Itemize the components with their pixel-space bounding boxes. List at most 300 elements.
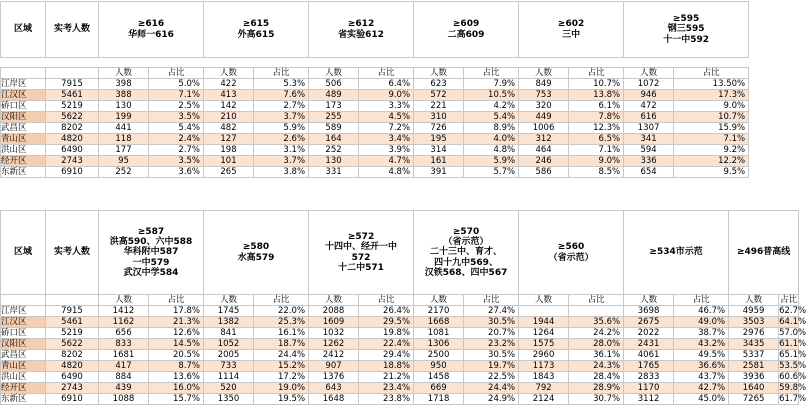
pct-cell: 36.6% — [674, 361, 729, 372]
pct-cell: 4.7% — [359, 156, 414, 167]
count-cell: 173 — [309, 101, 359, 112]
count-cell: 1765 — [624, 361, 674, 372]
count-cell: 792 — [519, 383, 569, 394]
pct-cell: 23.8% — [359, 394, 414, 405]
count-cell: 142 — [204, 101, 254, 112]
count-cell: 198 — [204, 145, 254, 156]
group-header: ≥595 钢三595 十一中592 — [624, 2, 749, 58]
region-header: 区域 — [1, 2, 46, 58]
count-cell: 1412 — [99, 306, 149, 317]
pct-cell: 53.5% — [779, 360, 806, 371]
count-cell: 572 — [414, 90, 464, 101]
count-cell: 1376 — [309, 372, 359, 383]
pct-cell: 24.9% — [464, 394, 519, 405]
pct-cell: 9.2% — [674, 145, 749, 156]
count-cell: 2581 — [729, 361, 779, 372]
pct-cell: 49.5% — [674, 350, 729, 361]
count-cell: 2005 — [204, 350, 254, 361]
table-row — [1, 156, 749, 167]
table-row — [1, 339, 799, 350]
count-cell: 255 — [309, 112, 359, 123]
count-cell: 3936 — [729, 372, 779, 383]
pct-cell: 3.3% — [359, 101, 414, 112]
count-cell: 1575 — [519, 339, 569, 350]
count-cell: 2124 — [519, 394, 569, 405]
count-cell: 413 — [204, 90, 254, 101]
enroll-cell: 4820 — [46, 361, 99, 372]
pct-cell: 12.6% — [149, 328, 204, 339]
count-cell: 2412 — [309, 350, 359, 361]
count-cell: 177 — [99, 145, 149, 156]
pct-cell: 19.7% — [464, 361, 519, 372]
group-header: ≥572 十四中、经开一中 572 十二中571 — [309, 211, 414, 295]
group-header: ≥616 华师一616 — [99, 2, 204, 58]
count-cell: 246 — [519, 156, 569, 167]
pct-cell: 3.1% — [254, 145, 309, 156]
count-cell: 388 — [99, 90, 149, 101]
count-cell: 3503 — [729, 317, 779, 328]
pct-cell: 7.6% — [254, 90, 309, 101]
district-cell: 洪山区 — [1, 372, 46, 383]
pct-cell: 26.4% — [359, 306, 414, 317]
pct-cell: 17.2% — [254, 372, 309, 383]
count-cell: 3698 — [624, 306, 674, 317]
count-cell: 1088 — [99, 394, 149, 405]
count-cell: 1173 — [519, 361, 569, 372]
pct-cell: 30.5% — [464, 317, 519, 328]
pct-cell: 24.4% — [254, 350, 309, 361]
count-cell: 1306 — [414, 339, 464, 350]
pct-cell: 18.7% — [254, 339, 309, 350]
pct-cell: 9.0% — [569, 156, 624, 167]
pct-cell: 4.2% — [464, 101, 519, 112]
count-cell: 252 — [309, 145, 359, 156]
count-cell: 520 — [204, 383, 254, 394]
score-table-2 — [0, 210, 806, 405]
enroll-cell: 5461 — [46, 317, 99, 328]
pct-cell: 7.1% — [674, 134, 749, 145]
group-header: ≥534市示范 — [624, 211, 729, 295]
pct-cell: 62.7% — [779, 305, 806, 316]
table-row — [1, 383, 799, 394]
count-cell: 1264 — [519, 328, 569, 339]
pct-cell: 2.7% — [149, 145, 204, 156]
count-cell: 1382 — [204, 317, 254, 328]
district-cell: 青山区 — [1, 361, 46, 372]
count-cell: 1640 — [729, 383, 779, 394]
count-cell: 654 — [624, 167, 674, 178]
count-cell: 7265 — [729, 394, 779, 405]
enroll-cell: 5461 — [46, 90, 99, 101]
count-cell: 472 — [624, 101, 674, 112]
enroll-cell: 6910 — [46, 394, 99, 405]
count-cell: 726 — [414, 123, 464, 134]
enroll-header: 实考人数 — [46, 211, 99, 295]
pct-cell: 20.5% — [149, 350, 204, 361]
table-row — [1, 167, 749, 178]
pct-cell: 4.8% — [464, 145, 519, 156]
pct-cell: 43.2% — [674, 339, 729, 350]
pct-cell: 7.8% — [569, 112, 624, 123]
count-cell: 314 — [414, 145, 464, 156]
pct-cell: 30.7% — [569, 394, 624, 405]
pct-cell: 6.1% — [569, 101, 624, 112]
district-cell: 江汉区 — [1, 317, 46, 328]
pct-cell: 3.7% — [254, 156, 309, 167]
pct-cell: 19.8% — [359, 328, 414, 339]
count-cell: 669 — [414, 383, 464, 394]
pct-cell: 2.7% — [254, 101, 309, 112]
pct-cell: 24.3% — [569, 361, 624, 372]
district-cell: 青山区 — [1, 134, 46, 145]
table-row — [1, 350, 799, 361]
enroll-cell: 7915 — [46, 79, 99, 90]
count-cell: 841 — [204, 328, 254, 339]
count-cell: 1006 — [519, 123, 569, 134]
enroll-cell: 8202 — [46, 350, 99, 361]
pct-cell: 7.1% — [149, 90, 204, 101]
pct-cell: 19.5% — [254, 394, 309, 405]
table-row — [1, 328, 799, 339]
count-cell: 833 — [99, 339, 149, 350]
count-cell: 2500 — [414, 350, 464, 361]
district-cell: 洪山区 — [1, 145, 46, 156]
table-row — [1, 79, 749, 90]
pct-cell: 13.50% — [674, 79, 749, 90]
count-cell: 1114 — [204, 372, 254, 383]
count-cell: 1350 — [204, 394, 254, 405]
count-cell: 417 — [99, 361, 149, 372]
pct-cell: 18.8% — [359, 361, 414, 372]
count-cell: 130 — [99, 101, 149, 112]
table-row — [1, 123, 749, 134]
count-cell — [519, 306, 569, 317]
count-cell: 449 — [519, 112, 569, 123]
pct-cell: 3.7% — [254, 112, 309, 123]
count-cell: 616 — [624, 112, 674, 123]
count-cell: 656 — [99, 328, 149, 339]
table-row — [1, 394, 799, 405]
table-row — [1, 306, 799, 317]
group-header: ≥496普高线 — [729, 211, 799, 295]
pct-cell: 7.9% — [464, 79, 519, 90]
pct-cell: 4.0% — [464, 134, 519, 145]
district-cell: 汉阳区 — [1, 112, 46, 123]
pct-cell: 16.0% — [149, 383, 204, 394]
count-cell: 2675 — [624, 317, 674, 328]
pct-cell: 16.1% — [254, 328, 309, 339]
count-cell: 1944 — [519, 317, 569, 328]
count-cell: 2431 — [624, 339, 674, 350]
district-cell: 江汉区 — [1, 90, 46, 101]
pct-cell: 3.5% — [149, 112, 204, 123]
enroll-header: 实考人数 — [46, 2, 99, 58]
pct-cell: 23.4% — [359, 383, 414, 394]
pct-cell: 57.0% — [779, 327, 806, 338]
count-cell: 1668 — [414, 317, 464, 328]
pct-cell: 5.3% — [254, 79, 309, 90]
enroll-cell: 8202 — [46, 123, 99, 134]
pct-cell: 3.6% — [149, 167, 204, 178]
count-cell: 265 — [204, 167, 254, 178]
pct-cell: 2.4% — [149, 134, 204, 145]
pct-cell: 15.7% — [149, 394, 204, 405]
pct-cell: 3.8% — [254, 167, 309, 178]
pct-cell: 29.5% — [359, 317, 414, 328]
pct-cell: 43.7% — [674, 372, 729, 383]
count-cell: 195 — [414, 134, 464, 145]
count-cell: 1052 — [204, 339, 254, 350]
pct-cell: 4.8% — [359, 167, 414, 178]
score-table-1 — [0, 1, 749, 178]
count-cell: 341 — [624, 134, 674, 145]
table-row — [1, 134, 749, 145]
count-cell: 1609 — [309, 317, 359, 328]
count-cell: 3112 — [624, 394, 674, 405]
group-header: ≥560 （省示范） — [519, 211, 624, 295]
pct-cell: 12.2% — [674, 156, 749, 167]
pct-cell: 24.2% — [569, 328, 624, 339]
count-cell: 1307 — [624, 123, 674, 134]
group-header: ≥602 三中 — [519, 2, 624, 58]
district-cell: 硚口区 — [1, 101, 46, 112]
count-cell: 422 — [204, 79, 254, 90]
count-cell: 336 — [624, 156, 674, 167]
pct-cell: 2.6% — [254, 134, 309, 145]
pct-cell: 22.5% — [464, 372, 519, 383]
count-cell: 4061 — [624, 350, 674, 361]
pct-cell: 28.4% — [569, 372, 624, 383]
table-row — [1, 101, 749, 112]
region-header: 区域 — [1, 211, 46, 295]
pct-cell: 15.2% — [254, 361, 309, 372]
count-cell: 127 — [204, 134, 254, 145]
pct-cell: 29.4% — [359, 350, 414, 361]
count-cell: 221 — [414, 101, 464, 112]
count-cell: 2976 — [729, 328, 779, 339]
count-cell: 441 — [99, 123, 149, 134]
count-cell: 95 — [99, 156, 149, 167]
pct-cell: 27.4% — [464, 306, 519, 317]
enroll-cell: 5219 — [46, 328, 99, 339]
enroll-cell: 6490 — [46, 372, 99, 383]
pct-cell: 61.1% — [779, 338, 806, 349]
pct-cell: 5.7% — [464, 167, 519, 178]
count-cell: 1262 — [309, 339, 359, 350]
count-cell: 884 — [99, 372, 149, 383]
pct-cell: 22.0% — [254, 306, 309, 317]
count-cell: 506 — [309, 79, 359, 90]
table-row — [1, 90, 749, 101]
enroll-cell: 6490 — [46, 145, 99, 156]
district-cell: 汉阳区 — [1, 339, 46, 350]
pct-cell: 42.7% — [674, 383, 729, 394]
count-cell: 5337 — [729, 350, 779, 361]
pct-cell: 10.7% — [674, 112, 749, 123]
count-cell: 489 — [309, 90, 359, 101]
count-cell: 623 — [414, 79, 464, 90]
pct-cell: 25.3% — [254, 317, 309, 328]
table-row — [1, 317, 799, 328]
pct-cell: 12.3% — [569, 123, 624, 134]
pct-cell: 4.5% — [359, 112, 414, 123]
subheader-row: 人数 占比 人数 占比 人数 占比 人数 占比 人数 占比 人数 占比 — [1, 68, 749, 79]
enroll-cell: 6910 — [46, 167, 99, 178]
subheader-row: 人数 占比 人数 占比 人数 占比 人数 占比 人数 占比 人数 占比 人数 占比 — [1, 295, 799, 306]
pct-cell: 13.8% — [569, 90, 624, 101]
count-cell: 4959 — [729, 306, 779, 317]
table-row — [1, 372, 799, 383]
pct-cell: 36.1% — [569, 350, 624, 361]
count-cell: 118 — [99, 134, 149, 145]
count-cell: 946 — [624, 90, 674, 101]
table-row — [1, 145, 749, 156]
group-header: ≥580 水高579 — [204, 211, 309, 295]
pct-cell: 24.4% — [464, 383, 519, 394]
count-cell: 907 — [309, 361, 359, 372]
pct-cell: 5.4% — [149, 123, 204, 134]
count-cell: 3435 — [729, 339, 779, 350]
enroll-cell: 5622 — [46, 112, 99, 123]
pct-cell: 28.9% — [569, 383, 624, 394]
pct-cell: 7.1% — [569, 145, 624, 156]
enroll-cell: 7915 — [46, 306, 99, 317]
table-row — [1, 112, 749, 123]
count-cell: 320 — [519, 101, 569, 112]
pct-cell: 14.5% — [149, 339, 204, 350]
pct-cell: 49.0% — [674, 317, 729, 328]
count-cell: 331 — [309, 167, 359, 178]
pct-cell: 3.5% — [149, 156, 204, 167]
count-cell: 733 — [204, 361, 254, 372]
pct-cell: 46.7% — [674, 306, 729, 317]
table-row — [1, 361, 799, 372]
pct-cell: 6.5% — [569, 134, 624, 145]
pct-cell: 8.5% — [569, 167, 624, 178]
pct-cell: 64.1% — [779, 316, 806, 327]
count-cell: 1718 — [414, 394, 464, 405]
pct-cell: 61.7% — [779, 393, 806, 404]
count-cell: 164 — [309, 134, 359, 145]
pct-cell: 21.3% — [149, 317, 204, 328]
group-header: ≥609 二高609 — [414, 2, 519, 58]
enroll-cell: 5219 — [46, 101, 99, 112]
pct-cell: 5.9% — [254, 123, 309, 134]
count-cell: 589 — [309, 123, 359, 134]
pct-cell: 19.0% — [254, 383, 309, 394]
pct-cell: 15.9% — [674, 123, 749, 134]
pct-cell: 38.7% — [674, 328, 729, 339]
pct-cell: 59.8% — [779, 382, 806, 393]
count-cell: 594 — [624, 145, 674, 156]
district-cell: 武昌区 — [1, 350, 46, 361]
pct-cell: 28.0% — [569, 339, 624, 350]
pct-cell: 30.5% — [464, 350, 519, 361]
enroll-cell: 5622 — [46, 339, 99, 350]
count-cell: 643 — [309, 383, 359, 394]
enroll-cell: 4820 — [46, 134, 99, 145]
count-cell: 310 — [414, 112, 464, 123]
group-header: ≥615 外高615 — [204, 2, 309, 58]
pct-cell: 8.7% — [149, 361, 204, 372]
pct-cell: 8.9% — [464, 123, 519, 134]
pct-cell: 20.7% — [464, 328, 519, 339]
pct-cell: 9.0% — [674, 101, 749, 112]
count-cell: 2170 — [414, 306, 464, 317]
group-header: ≥587 洪高590、六中588 华科附中587 一中579 武汉中学584 — [99, 211, 204, 295]
count-cell: 1648 — [309, 394, 359, 405]
count-cell: 1458 — [414, 372, 464, 383]
pct-cell: 9.0% — [359, 90, 414, 101]
count-cell: 312 — [519, 134, 569, 145]
pct-cell: 60.6% — [779, 371, 806, 382]
pct-cell: 2.5% — [149, 101, 204, 112]
count-cell: 753 — [519, 90, 569, 101]
pct-cell: 22.4% — [359, 339, 414, 350]
pct-cell: 3.4% — [359, 134, 414, 145]
count-cell: 849 — [519, 79, 569, 90]
count-cell: 1681 — [99, 350, 149, 361]
pct-cell: 21.2% — [359, 372, 414, 383]
count-cell: 482 — [204, 123, 254, 134]
pct-cell: 23.2% — [464, 339, 519, 350]
pct-cell: 10.7% — [569, 79, 624, 90]
pct-cell: 9.5% — [674, 167, 749, 178]
district-cell: 江岸区 — [1, 79, 46, 90]
count-cell: 1081 — [414, 328, 464, 339]
pct-cell: 6.4% — [359, 79, 414, 90]
count-cell: 1843 — [519, 372, 569, 383]
count-cell: 439 — [99, 383, 149, 394]
group-header: ≥612 省实验612 — [309, 2, 414, 58]
count-cell: 210 — [204, 112, 254, 123]
count-cell: 2833 — [624, 372, 674, 383]
count-cell: 398 — [99, 79, 149, 90]
pct-cell: 5.0% — [149, 79, 204, 90]
count-cell: 1072 — [624, 79, 674, 90]
pct-cell: 5.4% — [464, 112, 519, 123]
pct-cell: 5.9% — [464, 156, 519, 167]
pct-cell: 13.6% — [149, 372, 204, 383]
count-cell: 464 — [519, 145, 569, 156]
district-cell: 经开区 — [1, 156, 46, 167]
group-header: ≥570 （省示范） 二十三中、育才、 四十九中569、 汉铁568、四中567 — [414, 211, 519, 295]
count-cell: 130 — [309, 156, 359, 167]
pct-cell: 65.1% — [779, 349, 806, 360]
district-cell: 经开区 — [1, 383, 46, 394]
district-cell: 东新区 — [1, 394, 46, 405]
count-cell: 2960 — [519, 350, 569, 361]
enroll-cell: 2743 — [46, 156, 99, 167]
count-cell: 1170 — [624, 383, 674, 394]
district-cell: 武昌区 — [1, 123, 46, 134]
count-cell: 2088 — [309, 306, 359, 317]
pct-cell: 35.6% — [569, 317, 624, 328]
count-cell: 2022 — [624, 328, 674, 339]
district-cell: 江岸区 — [1, 306, 46, 317]
count-cell: 950 — [414, 361, 464, 372]
count-cell: 199 — [99, 112, 149, 123]
count-cell: 1162 — [99, 317, 149, 328]
pct-cell — [569, 306, 624, 317]
enroll-cell: 2743 — [46, 383, 99, 394]
district-cell: 硚口区 — [1, 328, 46, 339]
pct-cell: 7.2% — [359, 123, 414, 134]
pct-cell: 17.8% — [149, 306, 204, 317]
pct-cell: 45.0% — [674, 394, 729, 405]
count-cell: 101 — [204, 156, 254, 167]
pct-cell: 10.5% — [464, 90, 519, 101]
